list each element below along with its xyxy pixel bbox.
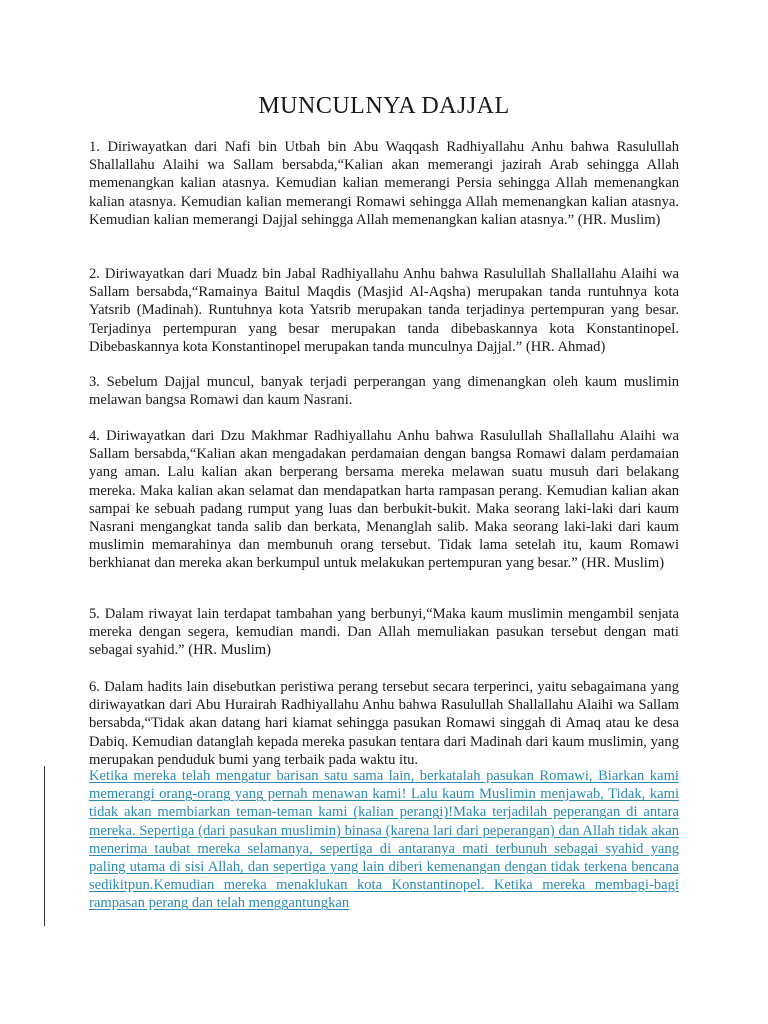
paragraph-2: 2. Diriwayatkan dari Muadz bin Jabal Radhiyallahu Anhu bahwa Rasulullah Shallallahu Alaihi wa Sallam bersabda,“Ramainya Baitul Maqdis (Masjid Al-Aqsha) merupakan tanda runtuhnya kota Yatsrib (Madinah). Runtuhnya kota Yatsrib merupakan tanda terjadinya pertempuran yang besar. Terjadinya pertempuran yang besar merupakan tanda dibebaskannya kota Konstantinopel. Dibebaskannya kota Konstantinopel merupakan tanda munculnya Dajjal.” (HR. Ahmad) <box>89 266 679 355</box>
paragraph-3: 3. Sebelum Dajjal muncul, banyak terjadi perperangan yang dimenangkan oleh kaum muslimin melawan bangsa Romawi dan kaum Nasrani. <box>89 374 679 409</box>
change-bar <box>44 766 45 926</box>
paragraph-1: 1. Diriwayatkan dari Nafi bin Utbah bin Abu Waqqash Radhiyallahu Anhu bahwa Rasulullah Shallallahu Alaihi wa Sallam bersabda,“Kalian akan memerangi jazirah Arab sehingga Allah memenangkan kalian atasnya. Kemudian kalian memerangi Persia sehingga Allah memenangkan kalian atasnya. Kemudian kalian memerangi Romawi sehingga Allah memenangkan kalian atasnya. Kemudian kalian memerangi Dajjal sehingga Allah memenangkan kalian atasnya.” (HR. Muslim) <box>89 139 679 228</box>
paragraph-6: 6. Dalam hadits lain disebutkan peristiwa perang tersebut secara terperinci, yaitu sebagaimana yang diriwayatkan dari Abu Hurairah Radhiyallahu Anhu bahwa Rasulullah Shallallahu Alaihi wa Sallam bersabda,“Tidak akan datang hari kiamat sehingga pasukan Romawi singgah di Amaq atau ke desa Dabiq. Kemudian datanglah kepada mereka pasukan tentara dari Madinah dari kaum muslimin, yang merupakan penduduk bumi yang terbaik pada waktu itu. <box>89 679 679 768</box>
page-title: MUNCULNYA DAJJAL <box>258 93 510 119</box>
hyperlinked-paragraph[interactable]: Ketika mereka telah mengatur barisan satu sama lain, berkatalah pasukan Romawi, Biarkan kami memerangi orang-orang yang pernah menawan kami! Lalu kaum Muslimin menjawab, Tidak, kami tidak akan membiarkan teman-teman kami (kalian perangi)!Maka terjadilah peperangan di antara mereka. Sepertiga (dari pasukan muslimin) binasa (karena lari dari peperangan) dan Allah tidak akan menerima taubat mereka selamanya, sepertiga di antaranya mati terbunuh sebagai syahid yang paling utama di sisi Allah, dan sepertiga yang lain diberi kemenangan dengan tidak terkena bencana sedikitpun.Kemudian mereka menaklukan kota Konstantinopel. Ketika mereka membagi-bagi rampasan perang dan telah menggantungkan <box>89 768 679 912</box>
paragraph-4: 4. Diriwayatkan dari Dzu Makhmar Radhiyallahu Anhu bahwa Rasulullah Shallallahu Alaihi wa Sallam bersabda,“Kalian akan mengadakan perdamaian dengan bangsa Romawi dalam perdamaian yang aman. Lalu kalian akan berperang bersama mereka melawan suatu musuh dari belakang mereka. Maka kalian akan selamat dan mendapatkan harta rampasan perang. Kemudian kalian akan sampai ke sebuah padang rumput yang luas dan berbukit-bukit. Maka seorang laki-laki dari kaum Nasrani mengangkat tanda salib dan berkata, Menanglah salib. Maka seorang laki-laki dari kaum muslimin memarahinya dan membunuh orang tersebut. Tidak lama setelah itu, kaum Romawi berkhianat dan mereka akan berkumpul untuk melakukan pertempuran yang besar.” (HR. Muslim) <box>89 428 679 572</box>
paragraph-5: 5. Dalam riwayat lain terdapat tambahan yang berbunyi,“Maka kaum muslimin mengambil senjata mereka dengan segera, kemudian mandi. Dan Allah memuliakan pasukan tersebut dengan mati sebagai syahid.” (HR. Muslim) <box>89 606 679 659</box>
